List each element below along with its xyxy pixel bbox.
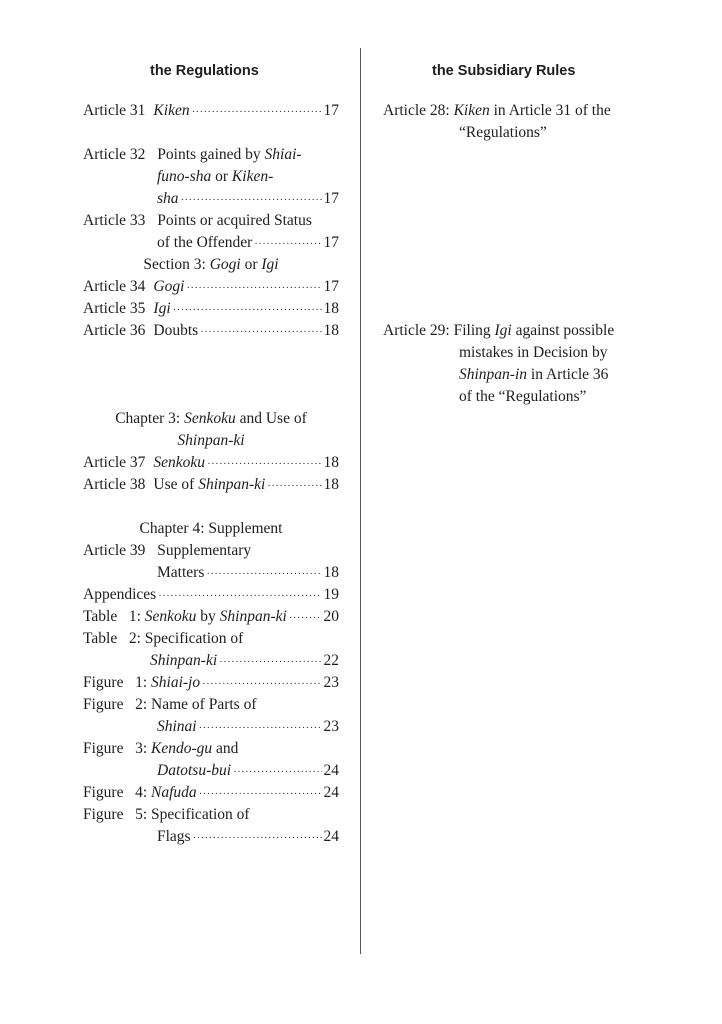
page-number: 23	[323, 718, 339, 735]
toc-entry-figure-1[interactable]	[83, 672, 339, 694]
entry-title-part: in Article 31 of the	[489, 102, 611, 119]
figure-label: Figure 5:	[83, 806, 152, 823]
page-number: 17	[323, 234, 339, 251]
heading-part: Chapter 3:	[115, 410, 185, 427]
toc-entry-article-34[interactable]	[83, 276, 339, 298]
page-number: 22	[323, 652, 339, 669]
leader-dots	[199, 717, 322, 739]
table-label: Table 1:	[83, 608, 145, 625]
toc-entry-article-36[interactable]	[83, 320, 339, 342]
entry-title-part: by	[196, 608, 220, 625]
page-number: 23	[323, 674, 339, 691]
entry-title-part: Kiken-	[231, 168, 274, 185]
page-number: 19	[323, 586, 339, 603]
entry-title-part: Specification of	[151, 806, 250, 823]
toc-entry-article-31[interactable]	[83, 100, 339, 122]
leader-dots	[207, 453, 321, 475]
entry-title-part: Points or acquired Status	[157, 212, 312, 229]
page-number: 20	[323, 608, 339, 625]
leader-dots	[199, 783, 322, 805]
entry-title-part: Flags	[157, 828, 191, 845]
table-label: Table 2:	[83, 630, 145, 647]
article-label: Article 29:	[383, 322, 454, 339]
entry-title: Igi	[153, 300, 171, 317]
heading-subsidiary-rules: the Subsidiary Rules	[432, 63, 576, 79]
article-label: Article 38	[83, 476, 146, 493]
entry-title-part: Igi	[494, 322, 512, 339]
entry-title-part: Points gained by	[157, 146, 265, 163]
entry-title: Nafuda	[151, 784, 197, 801]
article-label: Article 35	[83, 300, 146, 317]
heading-part: Section 3:	[143, 256, 210, 273]
toc-entry-article-37[interactable]	[83, 452, 339, 474]
page-number: 18	[323, 454, 339, 471]
page-number: 18	[323, 300, 339, 317]
leader-dots	[181, 189, 322, 211]
entry-title-part: Shinpan-ki	[219, 608, 287, 625]
article-label: Article 34	[83, 278, 146, 295]
entry-title: Kiken	[153, 102, 190, 119]
entry-title-part: and	[212, 740, 239, 757]
article-label: Article 39	[83, 542, 146, 559]
page-number: 24	[323, 784, 339, 801]
leader-dots	[233, 761, 321, 783]
heading-part: Shinpan-ki	[177, 432, 245, 449]
article-label: Article 28:	[383, 102, 454, 119]
page-number: 17	[323, 190, 339, 207]
page-number: 17	[323, 278, 339, 295]
leader-dots	[267, 475, 321, 497]
leader-dots	[206, 563, 321, 585]
entry-title-part: “Regulations”	[459, 124, 547, 141]
article-label: Article 31	[83, 102, 146, 119]
leader-dots	[186, 277, 321, 299]
entry-title: Appendices	[83, 586, 157, 603]
page-number: 18	[323, 322, 339, 339]
column-divider	[360, 48, 361, 954]
entry-title-part: of the “Regulations”	[459, 388, 587, 405]
entry-title-part: Shinai	[157, 718, 197, 735]
heading-part: Igi	[261, 256, 279, 273]
page-number: 17	[323, 102, 339, 119]
entry-title-part: funo-sha	[157, 168, 212, 185]
heading-part: and Use of	[235, 410, 307, 427]
toc-entry-article-38[interactable]	[83, 474, 339, 496]
leader-dots	[289, 607, 322, 629]
page-number: 24	[323, 828, 339, 845]
page-number: 18	[323, 476, 339, 493]
toc-entry-appendices[interactable]	[83, 584, 339, 606]
entry-title-part: Kendo-gu	[151, 740, 213, 757]
heading-part: or	[240, 256, 262, 273]
entry-title-part: Shiai-	[264, 146, 302, 163]
heading-part: Gogi	[209, 256, 241, 273]
article-label: Article 32	[83, 146, 146, 163]
entry-title-part: Filing	[453, 322, 495, 339]
toc-entry-table-1[interactable]	[83, 606, 339, 628]
entry-title-part: Matters	[157, 564, 205, 581]
leader-dots	[173, 299, 322, 321]
entry-title-part: or	[211, 168, 232, 185]
entry-title: Senkoku	[153, 454, 206, 471]
leader-dots	[254, 233, 321, 255]
toc-entry-article-35[interactable]	[83, 298, 339, 320]
entry-title: Shiai-jo	[151, 674, 201, 691]
entry-title: Doubts	[153, 322, 199, 339]
entry-title-part: Shinpan-in	[459, 366, 528, 383]
leader-dots	[193, 827, 322, 849]
page-number: 18	[323, 564, 339, 581]
entry-title-part: of the Offender	[157, 234, 253, 251]
entry-title-part: Senkoku	[144, 608, 197, 625]
leader-dots	[200, 321, 321, 343]
entry-title-part: sha	[157, 190, 179, 207]
leader-dots	[202, 673, 321, 695]
figure-label: Figure 1:	[83, 674, 152, 691]
entry-title-part: mistakes in Decision by	[459, 344, 608, 361]
entry-title: Gogi	[153, 278, 185, 295]
leader-dots	[158, 585, 321, 607]
entry-title-part: Specification of	[144, 630, 244, 647]
entry-title-part: Use of	[153, 476, 199, 493]
heading-regulations: the Regulations	[150, 63, 259, 79]
section-3-heading	[83, 254, 339, 276]
heading-part: Senkoku	[184, 410, 236, 427]
entry-title-part: against possible	[511, 322, 615, 339]
entry-title-part: Shinpan-ki	[198, 476, 266, 493]
figure-label: Figure 4:	[83, 784, 152, 801]
figure-label: Figure 3:	[83, 740, 152, 757]
article-label: Article 37	[83, 454, 146, 471]
entry-title-part: Datotsu-bui	[157, 762, 232, 779]
figure-label: Figure 2:	[83, 696, 152, 713]
leader-dots	[192, 101, 322, 123]
entry-title-part: Shinpan-ki	[150, 652, 218, 669]
entry-title-part: in Article 36	[527, 366, 609, 383]
page-number: 24	[323, 762, 339, 779]
article-label: Article 36	[83, 322, 146, 339]
entry-title-part: Kiken	[453, 102, 490, 119]
article-label: Article 33	[83, 212, 146, 229]
entry-title-part: Supplementary	[157, 542, 252, 559]
leader-dots	[219, 651, 321, 673]
chapter-4-heading: Chapter 4: Supplement	[139, 520, 283, 537]
entry-title-part: Name of Parts of	[151, 696, 257, 713]
toc-entry-figure-4[interactable]	[83, 782, 339, 804]
